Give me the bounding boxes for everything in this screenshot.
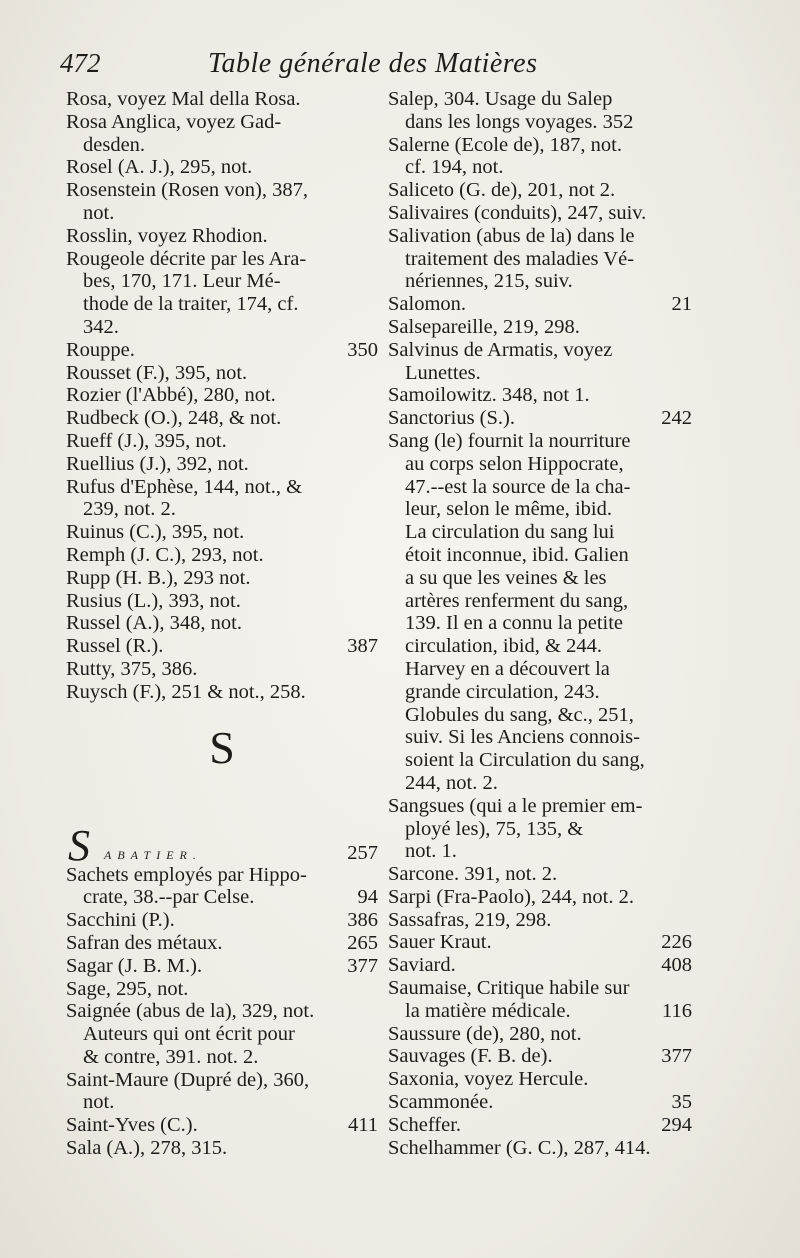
entry-line: Rosslin, voyez Rhodion. [66,224,268,247]
entry-continuation: desden. [83,133,146,156]
entry-page-number: 226 [661,931,692,954]
index-entry [388,225,692,293]
entry-line: Rusius (L.), 393, not. [66,589,241,612]
entry-page-number: 116 [662,999,692,1022]
entry-page-number: 21 [671,293,692,316]
entry-line: Safran des métaux. [66,931,223,954]
entry-continuation: 244, not. 2. [405,771,498,794]
entry-continuation: nériennes, 215, suiv. [405,270,573,293]
entry-continuation: 239, not. 2. [83,498,176,521]
entry-continuation: la matière médicale. [405,999,571,1022]
index-entry [66,1137,378,1160]
entry-line: Sauvages (F. B. de). [388,1045,553,1068]
entry-line: Saignée (abus de la), 329, not. [66,1000,315,1023]
entry-line: Salerne (Ecole de), 187, not. [388,133,622,156]
entry-line: Samoilowitz. 348, not 1. [388,384,590,407]
entry-continuation: Globules du sang, &c., 251, [405,703,634,726]
index-entry [388,1091,692,1114]
entry-continuation: leur, selon le même, ibid. [405,498,612,521]
index-entry [388,1114,692,1137]
index-entry [66,476,378,522]
index-entry [66,864,378,910]
index-entry [388,134,692,180]
entry-line: Rosel (A. J.), 295, not. [66,156,253,179]
index-entry [66,179,378,225]
entry-page-number: 377 [347,954,378,977]
entry-line: Rozier (l'Abbé), 280, not. [66,384,276,407]
entry-line: Saxonia, voyez Hercule. [388,1068,589,1091]
index-entry [388,293,692,316]
drop-cap-letter: S [68,820,90,870]
index-entry [66,225,378,248]
left-column [66,88,378,1160]
right-column [388,88,692,1159]
index-entry [66,453,378,476]
index-entry [66,1069,378,1115]
index-entry [388,88,692,134]
index-entry [388,1023,692,1046]
index-entry [388,863,692,886]
entry-line: Rueff (J.), 395, not. [66,429,227,452]
index-entry [388,384,692,407]
index-entry [66,1114,378,1137]
entry-line: Saviard. [388,954,456,977]
index-entries-s-left [66,864,378,1160]
index-entry [388,202,692,225]
entry-line: Rouppe. [66,338,135,361]
entry-continuation: dans les longs voyages. 352 [405,110,634,133]
index-entry [388,430,692,795]
index-entry [66,544,378,567]
entry-continuation: Auteurs qui ont écrit pour [83,1023,295,1046]
entry-line: Salep, 304. Usage du Salep [388,88,613,110]
index-entry [66,430,378,453]
entry-continuation: circulation, ibid, & 244. [405,635,602,658]
entry-continuation: cf. 194, not. [405,156,504,179]
index-entry [388,795,692,863]
index-entry [388,1045,692,1068]
entry-line: Rutty, 375, 386. [66,657,198,680]
index-entry [66,590,378,613]
entry-continuation: bes, 170, 171. Leur Mé- [83,270,281,293]
entry-page-number: 350 [347,338,378,361]
entry-page-number: 411 [348,1114,378,1137]
entry-line: Russel (A.), 348, not. [66,612,242,635]
page-title: Table générale des Matières [208,48,538,79]
index-entry [66,407,378,430]
entry-page-number: 387 [347,635,378,658]
index-entries-r [66,88,378,704]
index-entry [66,567,378,590]
entry-line: Schelhammer (G. C.), 287, 414. [388,1136,651,1159]
entry-line: Rosa, voyez Mal della Rosa. [66,88,301,110]
index-entry [66,384,378,407]
index-entry [66,955,378,978]
index-entry [388,909,692,932]
entry-line: Saussure (de), 280, not. [388,1022,582,1045]
entry-continuation: grande circulation, 243. [405,680,600,703]
entry-continuation: 47.--est la source de la cha- [405,475,631,498]
index-entry [388,954,692,977]
entry-page-number: 294 [661,1113,692,1136]
index-entry [66,978,378,1001]
entry-line: Scheffer. [388,1113,462,1136]
index-entry [388,407,692,430]
index-entries-s-right [388,88,692,1159]
entry-line: Sangsues (qui a le premier em- [388,794,643,817]
entry-continuation: suiv. Si les Anciens connois- [405,726,640,749]
sabatier-page: 257 [347,841,378,864]
index-entry [388,339,692,385]
entry-line: Salomon. [388,293,467,316]
entry-continuation: not. 1. [405,840,457,863]
entry-line: Sagar (J. B. M.). [66,954,203,977]
entry-continuation: Lunettes. [405,361,481,384]
index-entry [388,886,692,909]
section-letter: S [209,721,235,773]
entry-line: Russel (R.). [66,635,164,658]
index-entry [66,932,378,955]
entry-page-number: 242 [661,407,692,430]
sabatier-entry [66,820,378,870]
entry-continuation: & contre, 391. not. 2. [83,1045,259,1068]
entry-line: Saumaise, Critique habile sur [388,977,630,1000]
index-entry [66,88,378,111]
entry-continuation: crate, 38.--par Celse. [83,886,255,909]
entry-line: Saliceto (G. de), 201, not 2. [388,179,616,202]
entry-line: Scammonée. [388,1091,494,1114]
entry-line: Sacchini (P.). [66,909,175,932]
entry-continuation: étoit inconnue, ibid. Galien [405,543,629,566]
index-entry [388,1137,692,1160]
entry-line: Sarpi (Fra-Paolo), 244, not. 2. [388,885,634,908]
entry-line: Ruysch (F.), 251 & not., 258. [66,680,306,703]
entry-continuation: artères renferment du sang, [405,589,629,612]
entry-line: Rosa Anglica, voyez Gad- [66,110,282,133]
entry-line: Sala (A.), 278, 315. [66,1137,228,1160]
entry-page-number: 265 [347,931,378,954]
entry-continuation: not. [83,1091,115,1114]
entry-page-number: 386 [347,909,378,932]
entry-continuation: thode de la traiter, 174, cf. [83,293,299,316]
entry-line: Rosenstein (Rosen von), 387, [66,179,308,202]
entry-line: Sauer Kraut. [388,931,492,954]
index-entry [388,316,692,339]
entry-line: Rupp (H. B.), 293 not. [66,566,251,589]
entry-page-number: 408 [661,954,692,977]
entry-line: Rufus d'Ephèse, 144, not., & [66,475,303,498]
entry-line: Ruellius (J.), 392, not. [66,452,249,475]
entry-line: Rougeole décrite par les Ara- [66,247,307,270]
entry-line: Sachets employés par Hippo- [66,863,307,886]
entry-continuation: a su que les veines & les [405,566,607,589]
index-entry [66,635,378,658]
index-entry [66,362,378,385]
index-entry [388,977,692,1023]
entry-line: Rudbeck (O.), 248, & not. [66,407,282,430]
entry-line: Saint-Yves (C.). [66,1114,198,1137]
index-entry [66,339,378,362]
entry-continuation: not. [83,201,115,224]
entry-line: Sanctorius (S.). [388,407,515,430]
entry-page-number: 377 [661,1045,692,1068]
entry-line: Salivaires (conduits), 247, suiv. [388,201,647,224]
index-entry [66,521,378,544]
entry-line: Rousset (F.), 395, not. [66,361,248,384]
entry-line: Ruinus (C.), 395, not. [66,521,245,544]
entry-line: Sarcone. 391, not. 2. [388,863,558,886]
index-entry [66,909,378,932]
entry-line: Sang (le) fournit la nourriture [388,429,631,452]
index-entry [66,658,378,681]
index-entry [388,1068,692,1091]
entry-line: Salivation (abus de la) dans le [388,224,635,247]
entry-continuation: soient la Circulation du sang, [405,749,645,772]
entry-page-number: 35 [671,1091,692,1114]
index-entry [66,681,378,704]
sabatier-word: ABATIER. [104,847,202,862]
index-entry [66,111,378,157]
index-entry [66,612,378,635]
page-number: 472 [60,48,101,78]
entry-line: Salvinus de Armatis, voyez [388,338,613,361]
index-entry [66,248,378,339]
entry-continuation: au corps selon Hippocrate, [405,452,624,475]
entry-line: Sage, 295, not. [66,977,189,1000]
entry-page-number: 94 [357,886,378,909]
entry-continuation: Harvey en a découvert la [405,657,610,680]
index-entry [66,1000,378,1068]
entry-line: Remph (J. C.), 293, not. [66,543,264,566]
page-header [58,44,748,88]
entry-continuation: 342. [83,315,119,338]
entry-line: Salsepareille, 219, 298. [388,315,580,338]
entry-continuation: La circulation du sang lui [405,521,615,544]
entry-continuation: traitement des maladies Vé- [405,247,635,270]
entry-continuation: 139. Il en a connu la petite [405,612,624,635]
index-entry [388,179,692,202]
entry-continuation: ployé les), 75, 135, & [405,817,584,840]
index-entry [388,931,692,954]
index-entry [66,156,378,179]
entry-line: Saint-Maure (Dupré de), 360, [66,1068,310,1091]
entry-line: Sassafras, 219, 298. [388,908,552,931]
